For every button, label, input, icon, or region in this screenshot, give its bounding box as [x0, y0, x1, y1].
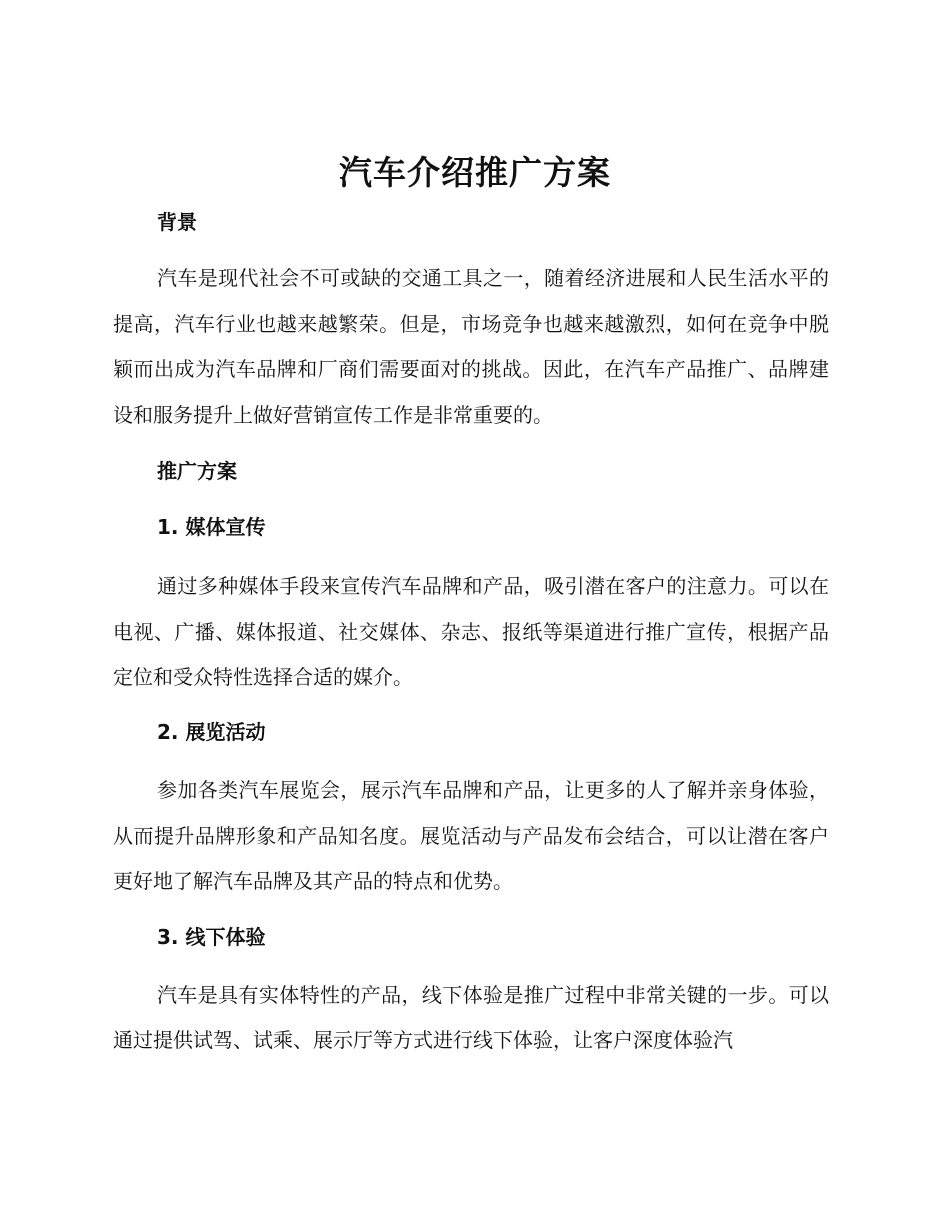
paragraph-exhibition: 参加各类汽车展览会，展示汽车品牌和产品，让更多的人了解并亲身体验，从而提升品牌形象和产品知名度。展览活动与产品发布会结合，可以让潜在客户更好地了解汽车品牌及其产品的特点和优势。 — [113, 778, 829, 893]
paragraph-offline-experience: 汽车是具有实体特性的产品，线下体验是推广过程中非常关键的一步。可以通过提供试驾、试乘、展示厅等方式进行线下体验，让客户深度体验汽 — [113, 983, 829, 1052]
section-heading-exhibition: 2. 展览活动 — [157, 720, 266, 744]
section-heading-promotion-plan: 推广方案 — [157, 459, 237, 483]
paragraph-background: 汽车是现代社会不可或缺的交通工具之一，随着经济进展和人民生活水平的提高，汽车行业也越来越繁荣。但是，市场竞争也越来越激烈，如何在竞争中脱颖而出成为汽车品牌和厂商们需要面对的挑战。因此，在汽车产品推广、品牌建设和服务提升上做好营销宣传工作是非常重要的。 — [113, 266, 829, 427]
section-heading-media-promotion: 1. 媒体宣传 — [157, 515, 266, 539]
paragraph-media-promotion: 通过多种媒体手段来宣传汽车品牌和产品，吸引潜在客户的注意力。可以在电视、广播、媒体报道、社交媒体、杂志、报纸等渠道进行推广宣传，根据产品定位和受众特性选择合适的媒介。 — [113, 574, 829, 689]
section-heading-background: 背景 — [157, 210, 197, 234]
section-heading-offline-experience: 3. 线下体验 — [157, 925, 266, 949]
document-title: 汽车介绍推广方案 — [339, 153, 611, 192]
